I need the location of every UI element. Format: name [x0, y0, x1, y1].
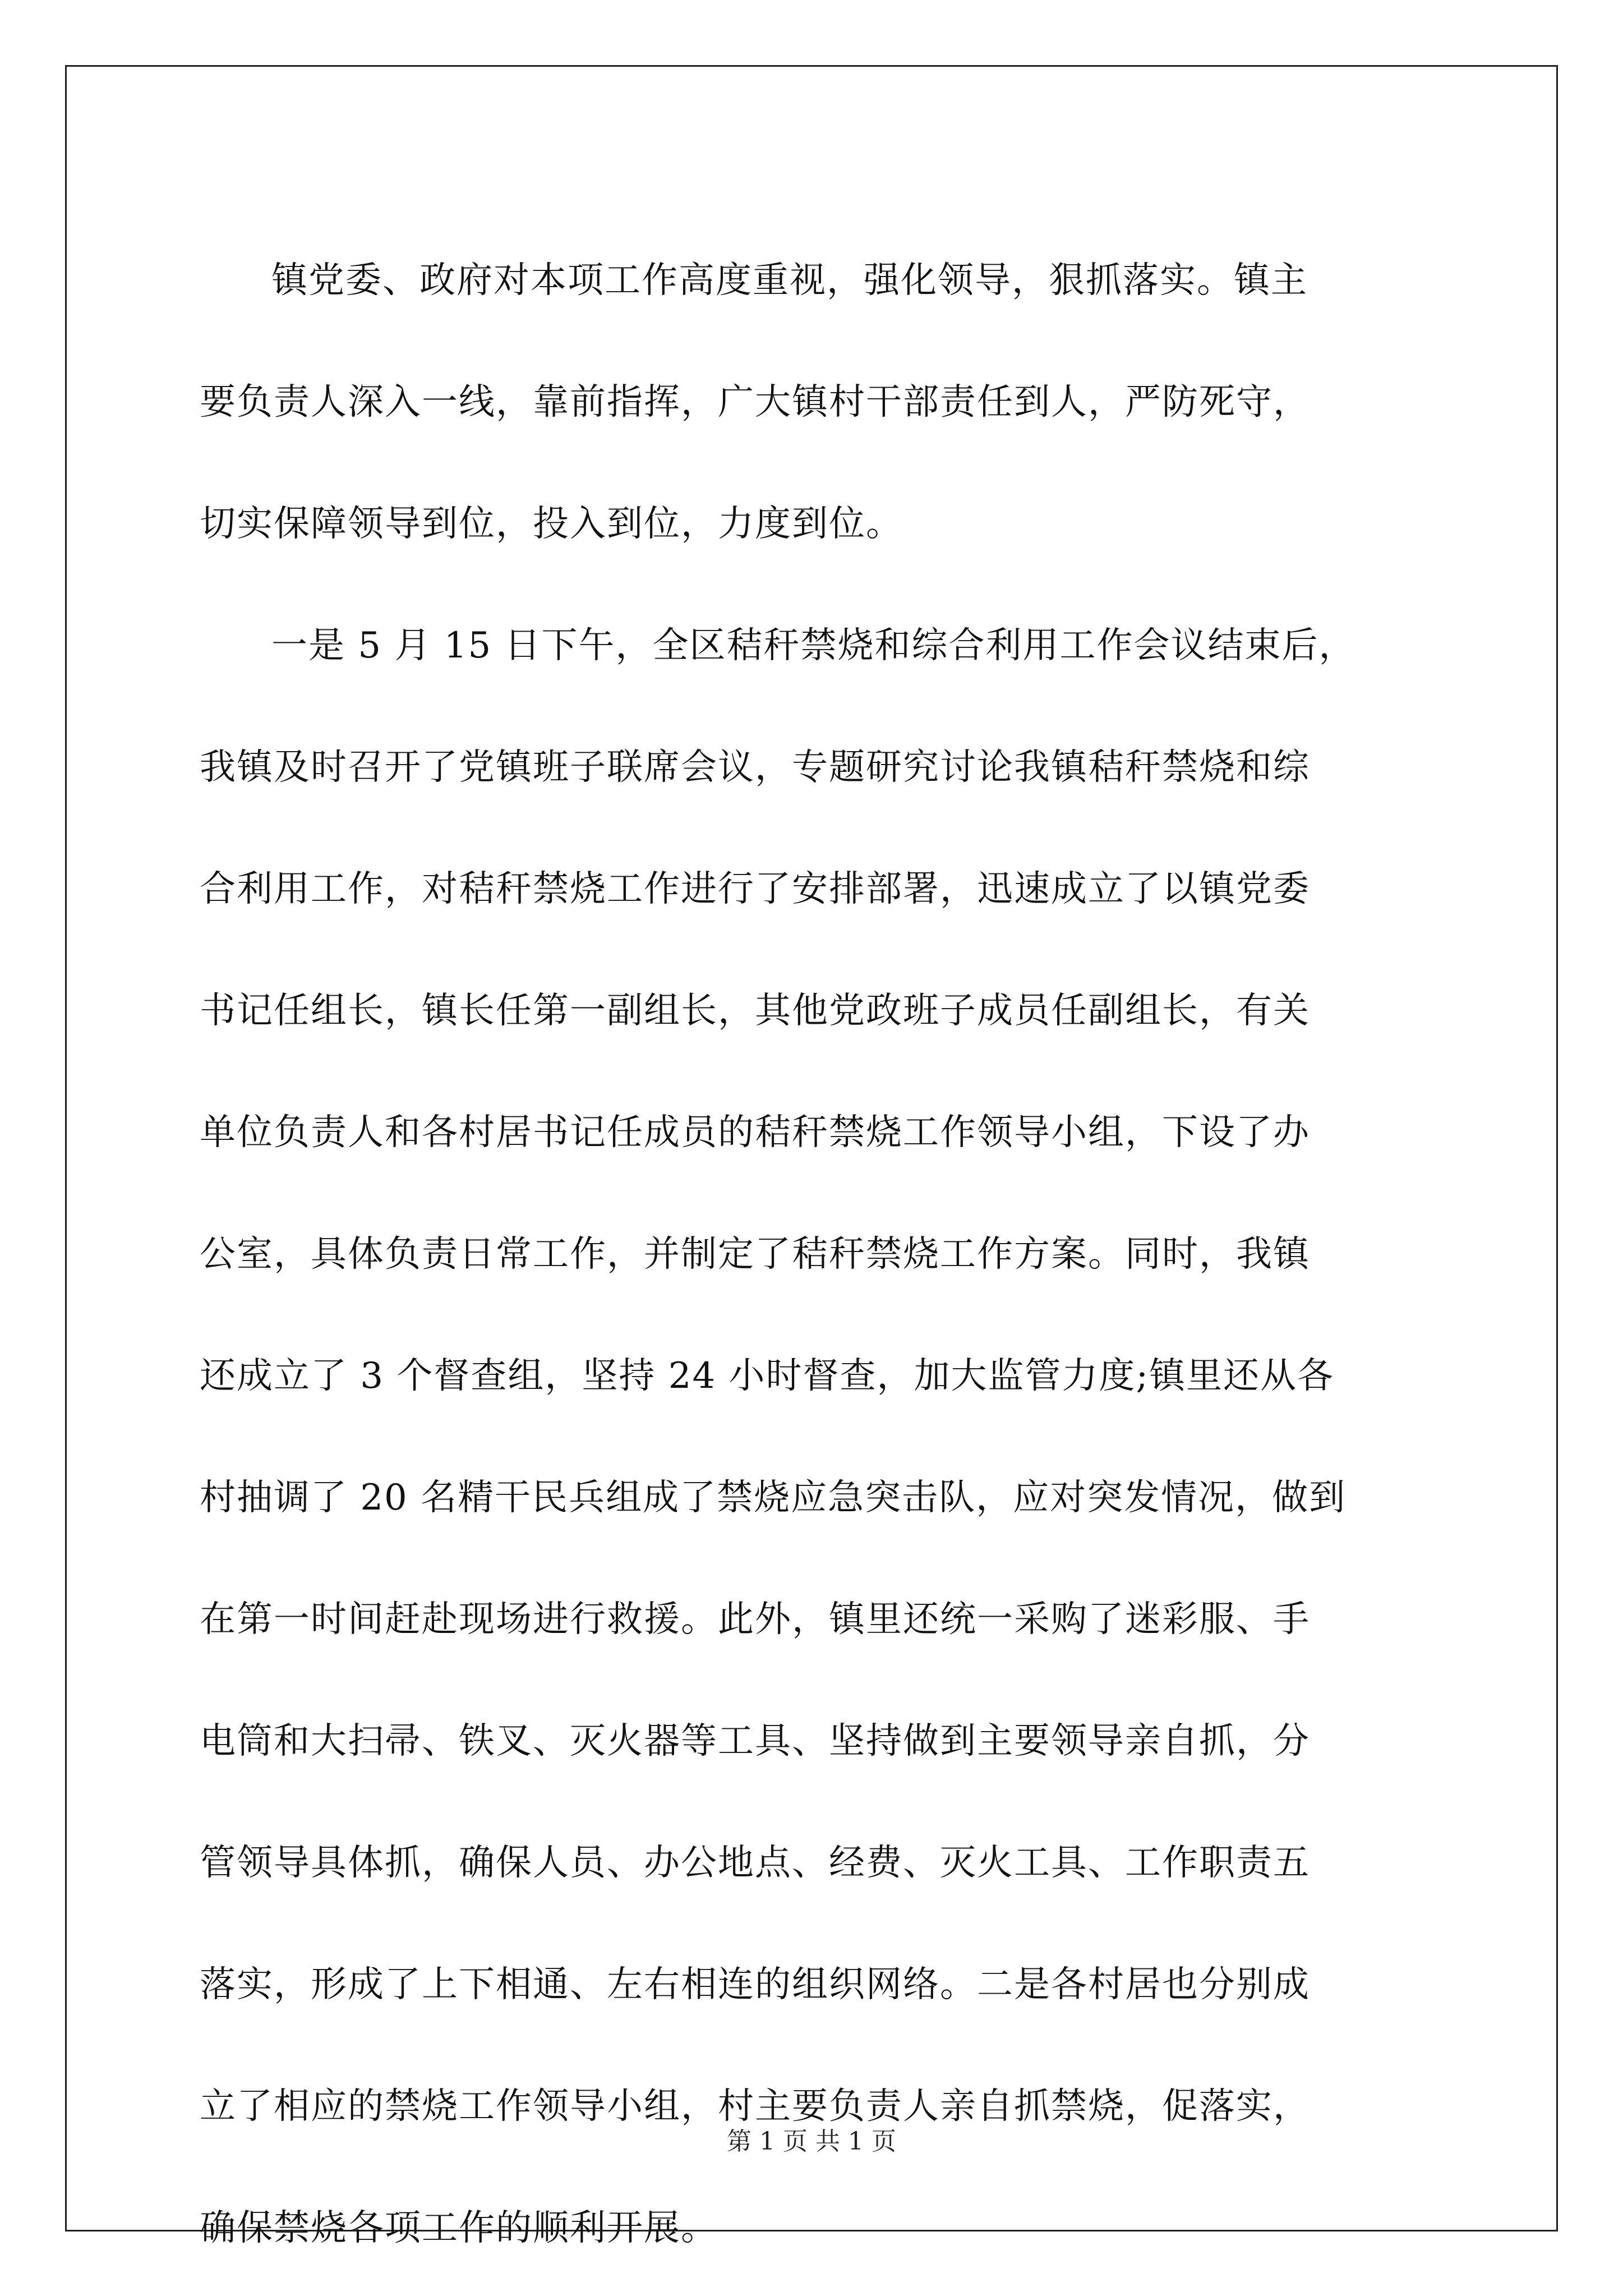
text-line: 管领导具体抓，确保人员、办公地点、经费、灭火工具、工作职责五	[200, 1842, 1310, 1884]
document-body	[200, 220, 1433, 2289]
text-line: 要负责人深入一线，靠前指挥，广大镇村干部责任到人，严防死守，	[200, 381, 1310, 423]
text-line: 书记任组长，镇长任第一副组长，其他党政班子成员任副组长，有关	[200, 990, 1310, 1032]
paragraph-leadership	[200, 220, 1433, 585]
paragraph-measures	[200, 585, 1433, 2289]
text-line: 公室，具体负责日常工作，并制定了秸秆禁烧工作方案。同时，我镇	[200, 1234, 1310, 1275]
text-line: 切实保障领导到位，投入到位，力度到位。	[200, 503, 903, 545]
text-line: 立了相应的禁烧工作领导小组，村主要负责人亲自抓禁烧，促落实，	[200, 2086, 1310, 2127]
text-line: 确保禁烧各项工作的顺利开展。	[200, 2207, 718, 2249]
text-line: 镇党委、政府对本项工作高度重视，强化领导，狠抓落实。镇主	[271, 260, 1308, 301]
page-number-footer: 第 1 页 共 1 页	[727, 2127, 896, 2156]
text-line: 单位负责人和各村居书记任成员的秸秆禁烧工作领导小组，下设了办	[200, 1112, 1310, 1153]
text-line: 电筒和大扫帚、铁叉、灭火器等工具、坚持做到主要领导亲自抓，分	[200, 1720, 1310, 1762]
text-line: 还成立了 3 个督查组，坚持 24 小时督查，加大监管力度;镇里还从各	[200, 1355, 1335, 1397]
text-line: 一是 5 月 15 日下午，全区秸秆禁烧和综合利用工作会议结束后，	[271, 625, 1356, 666]
text-line: 合利用工作，对秸秆禁烧工作进行了安排部署，迅速成立了以镇党委	[200, 868, 1310, 910]
text-line: 落实，形成了上下相通、左右相连的组织网络。二是各村居也分别成	[200, 1964, 1310, 2005]
text-line: 村抽调了 20 名精干民兵组成了禁烧应急突击队，应对突发情况，做到	[200, 1477, 1347, 1519]
text-line: 在第一时间赶赴现场进行救援。此外，镇里还统一采购了迷彩服、手	[200, 1599, 1310, 1640]
text-line: 我镇及时召开了党镇班子联席会议，专题研究讨论我镇秸秆禁烧和综	[200, 747, 1310, 788]
